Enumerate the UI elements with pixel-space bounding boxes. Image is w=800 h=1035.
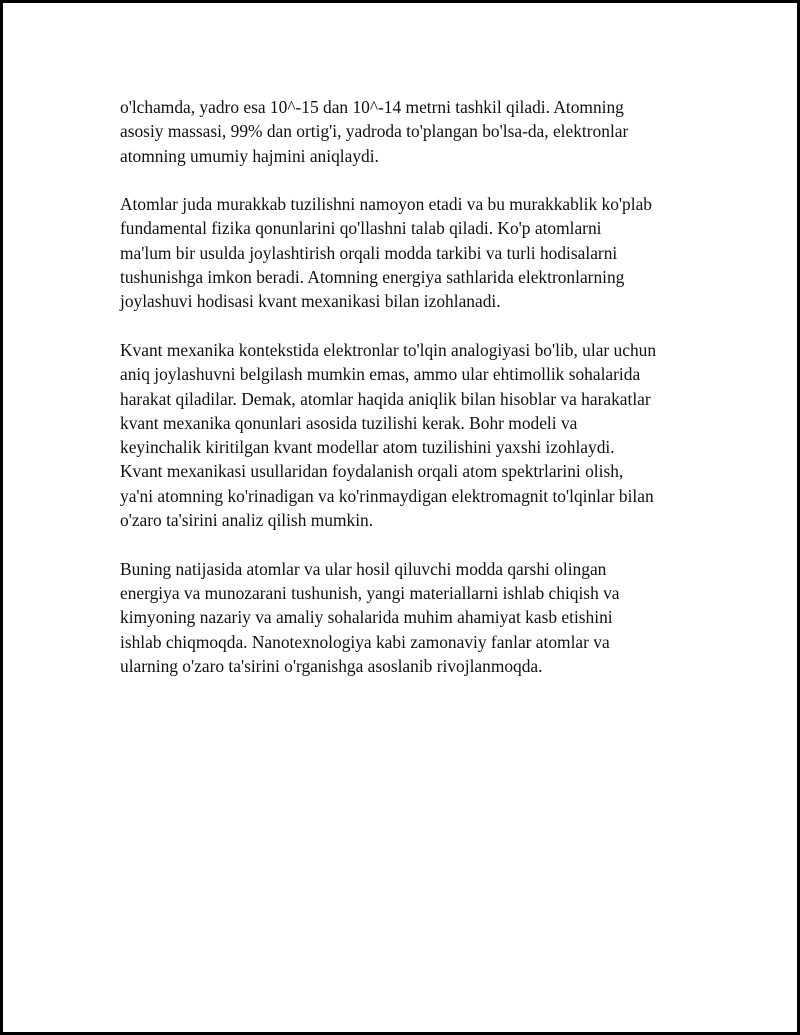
text-line: o'lchamda, yadro esa 10^-15 dan 10^-14 metrni tashkil qiladi. Atomning: [120, 97, 624, 117]
text-line: ularning o'zaro ta'sirini o'rganishga asoslanib rivojlanmoqda.: [120, 655, 543, 676]
text-line: asosiy massasi, 99% dan ortig'i, yadroda to'plangan bo'lsa-da, elektronlar: [120, 121, 629, 142]
text-line: Kvant mexanika kontekstida elektronlar to'lqin analogiyasi bo'lib, ular uchun: [120, 339, 657, 360]
text-line: kvant mexanika qonunlari asosida tuzilishi kerak. Bohr modeli va: [120, 412, 578, 433]
text-line: tushunishga imkon beradi. Atomning energiya sathlarida elektronlarning: [120, 267, 625, 288]
text-line: kimyoning nazariy va amaliy sohalarida muhim ahamiyat kasb etishini: [120, 607, 613, 628]
text-line: ishlab chiqmoqda. Nanotexnologiya kabi zamonaviy fanlar atomlar va: [120, 631, 610, 652]
text-line: o'zaro ta'sirini analiz qilish mumkin.: [120, 510, 374, 531]
paragraph-4: [120, 557, 700, 678]
paragraph-1: [120, 95, 700, 168]
text-line: joylashuvi hodisasi kvant mexanikasi bilan izohlanadi.: [120, 291, 501, 312]
text-line: fundamental fizika qonunlarini qo'llashni talab qiladi. Ko'p atomlarni: [120, 218, 602, 239]
text-line: energiya va munozarani tushunish, yangi materiallarni ishlab chiqish va: [120, 582, 620, 603]
text-line: harakat qiladilar. Demak, atomlar haqida aniqlik bilan hisoblar va harakatlar: [120, 388, 651, 409]
text-line: atomning umumiy hajmini aniqlaydi.: [120, 145, 379, 166]
text-line: Kvant mexanikasi usullaridan foydalanish orqali atom spektrlarini olish,: [120, 461, 624, 482]
text-line: Buning natijasida atomlar va ular hosil qiluvchi modda qarshi olingan: [120, 558, 607, 579]
paragraph-3: [120, 338, 700, 532]
text-line: keyinchalik kiritilgan kvant modellar atom tuzilishini yaxshi izohlaydi.: [120, 437, 615, 458]
text-line: ya'ni atomning ko'rinadigan va ko'rinmaydigan elektromagnit to'lqinlar bilan: [120, 485, 654, 506]
text-line: aniq joylashuvni belgilash mumkin emas, ammo ular ehtimollik sohalarida: [120, 364, 641, 385]
text-line: Atomlar juda murakkab tuzilishni namoyon etadi va bu murakkablik ko'plab: [120, 194, 652, 215]
text-line: ma'lum bir usulda joylashtirish orqali modda tarkibi va turli hodisalarni: [120, 242, 618, 263]
paragraph-2: [120, 192, 700, 313]
document-body: [120, 95, 700, 702]
